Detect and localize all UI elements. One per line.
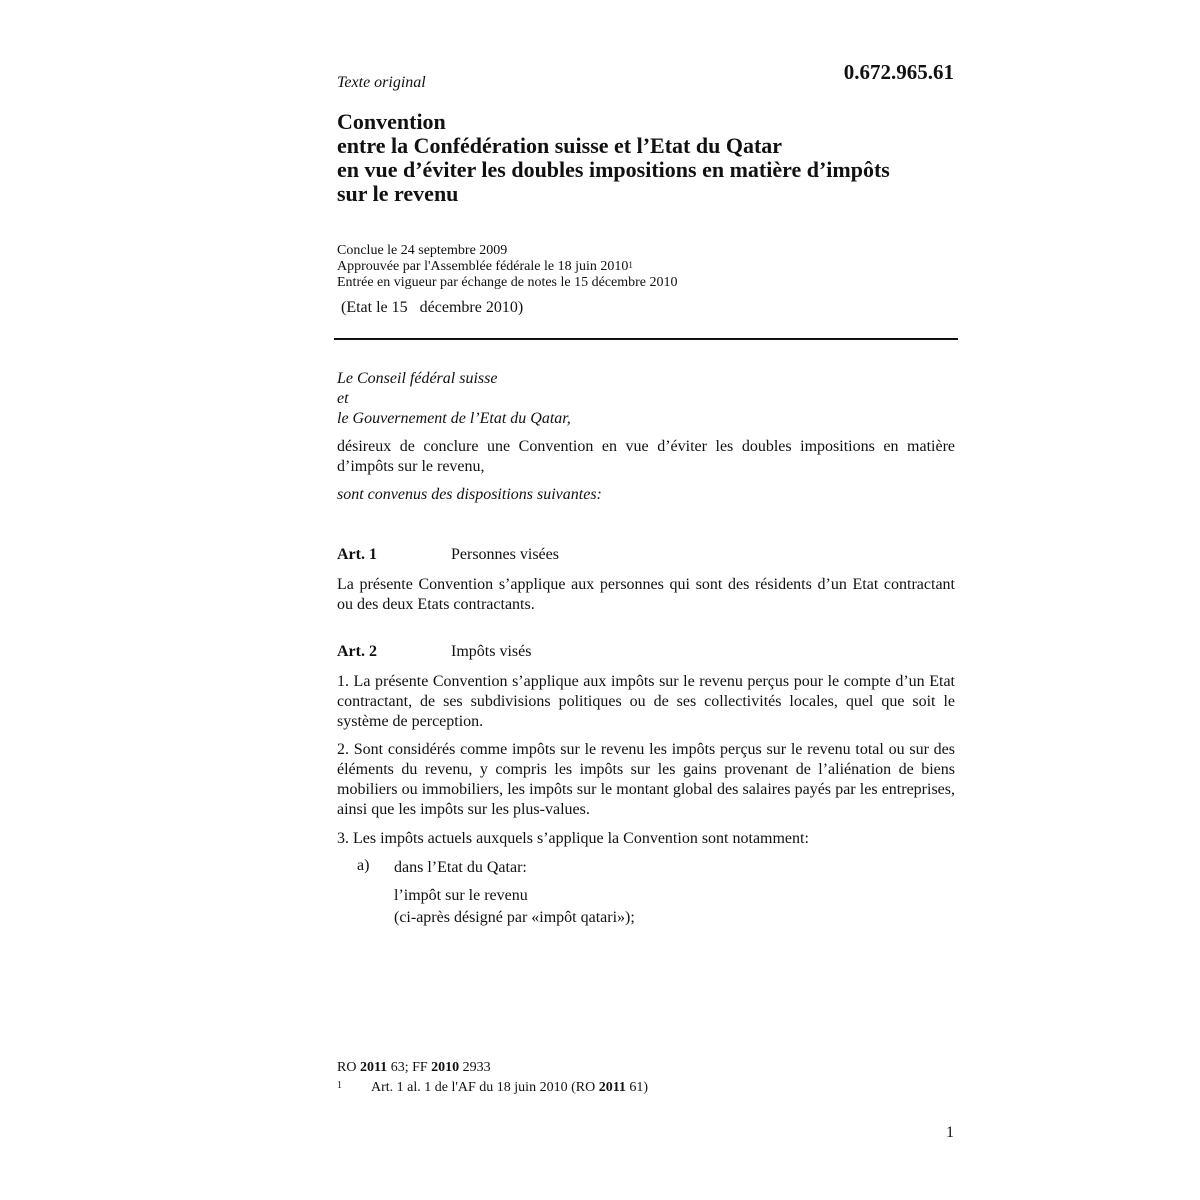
list-designation: (ci-après désigné par «impôt qatari»); bbox=[394, 909, 635, 926]
preamble-parties bbox=[337, 369, 571, 429]
title-line: sur le revenu bbox=[337, 181, 459, 206]
party-switzerland: Le Conseil fédéral suisse bbox=[337, 370, 498, 387]
ro-mid: 63; FF bbox=[387, 1060, 432, 1075]
approval-text: Approuvée par l'Assemblée fédérale le 18 juin 2010 bbox=[337, 259, 629, 274]
title-line: entre la Confédération suisse et l’Etat du Qatar bbox=[337, 133, 783, 158]
ro-prefix: RO bbox=[337, 1060, 360, 1075]
ff-year: 2010 bbox=[431, 1060, 460, 1075]
state-as-of: (Etat le 15 décembre 2010) bbox=[341, 299, 524, 316]
publication-reference bbox=[337, 1058, 648, 1078]
document-title bbox=[337, 110, 967, 206]
document-metadata bbox=[337, 243, 678, 291]
approval-date bbox=[337, 259, 678, 275]
footnote-ref: 1 bbox=[628, 260, 633, 270]
conjunction: et bbox=[337, 390, 349, 407]
title-line: en vue d’éviter les doubles impositions en matière d’impôts bbox=[337, 157, 890, 182]
ff-page: 2933 bbox=[459, 1060, 491, 1075]
footnote-year: 2011 bbox=[598, 1080, 626, 1095]
article-2-paragraph-3: 3. Les impôts actuels auxquels s’applique la Convention sont notamment: bbox=[337, 830, 809, 847]
article-number: Art. 2 bbox=[337, 643, 377, 660]
title-line: Convention bbox=[337, 109, 446, 134]
list-item-a bbox=[394, 857, 635, 929]
original-text-label: Texte original bbox=[337, 74, 426, 91]
footnote-marker: 1 bbox=[337, 1080, 342, 1091]
list-tax-item: l’impôt sur le revenu bbox=[394, 887, 528, 904]
footnote-suffix: 61) bbox=[625, 1080, 649, 1095]
ro-year: 2011 bbox=[359, 1060, 388, 1075]
party-qatar: le Gouvernement de l’Etat du Qatar, bbox=[337, 410, 571, 427]
article-title: Impôts visés bbox=[451, 643, 532, 660]
article-2-heading bbox=[337, 643, 531, 661]
footnote-text: Art. 1 al. 1 de l'AF du 18 juin 2010 (RO bbox=[371, 1080, 599, 1095]
list-intro: dans l’Etat du Qatar: bbox=[394, 859, 527, 876]
entry-into-force: Entrée en vigueur par échange de notes le 15 décembre 2010 bbox=[337, 275, 678, 290]
article-number: Art. 1 bbox=[337, 546, 377, 563]
concluded-date: Conclue le 24 septembre 2009 bbox=[337, 243, 508, 258]
article-2-paragraph-2: 2. Sont considérés comme impôts sur le revenu les impôts perçus sur le revenu total ou sur des éléments du revenu, y compris les impôts sur les gains provenant de l’aliénation de biens mobiliers ou immobiliers, les impôts sur le montant global des salaires payés par les entreprises, ainsi que les impôts sur les plus-values. bbox=[337, 741, 955, 818]
preamble-agreed: sont convenus des dispositions suivantes: bbox=[337, 486, 602, 503]
footnote-1 bbox=[337, 1078, 648, 1098]
preamble-desire: désireux de conclure une Convention en vue d’éviter les doubles impositions en matière d’impôts sur le revenu, bbox=[337, 438, 955, 475]
header-divider bbox=[334, 338, 958, 340]
article-2-paragraph-1: 1. La présente Convention s’applique aux impôts sur le revenu perçus pour le compte d’un Etat contractant, de ses subdivisions politiques ou de ses collectivités locales, quel que soit le système de perception. bbox=[337, 673, 955, 730]
article-title: Personnes visées bbox=[451, 546, 559, 563]
list-label-a: a) bbox=[357, 857, 370, 874]
article-1-heading bbox=[337, 546, 559, 564]
article-1-text: La présente Convention s’applique aux personnes qui sont des résidents d’un Etat contractant ou des deux Etats contractants. bbox=[337, 576, 955, 613]
sr-number: 0.672.965.61 bbox=[843, 60, 954, 84]
page-number: 1 bbox=[946, 1124, 954, 1141]
footnotes bbox=[337, 1058, 648, 1098]
